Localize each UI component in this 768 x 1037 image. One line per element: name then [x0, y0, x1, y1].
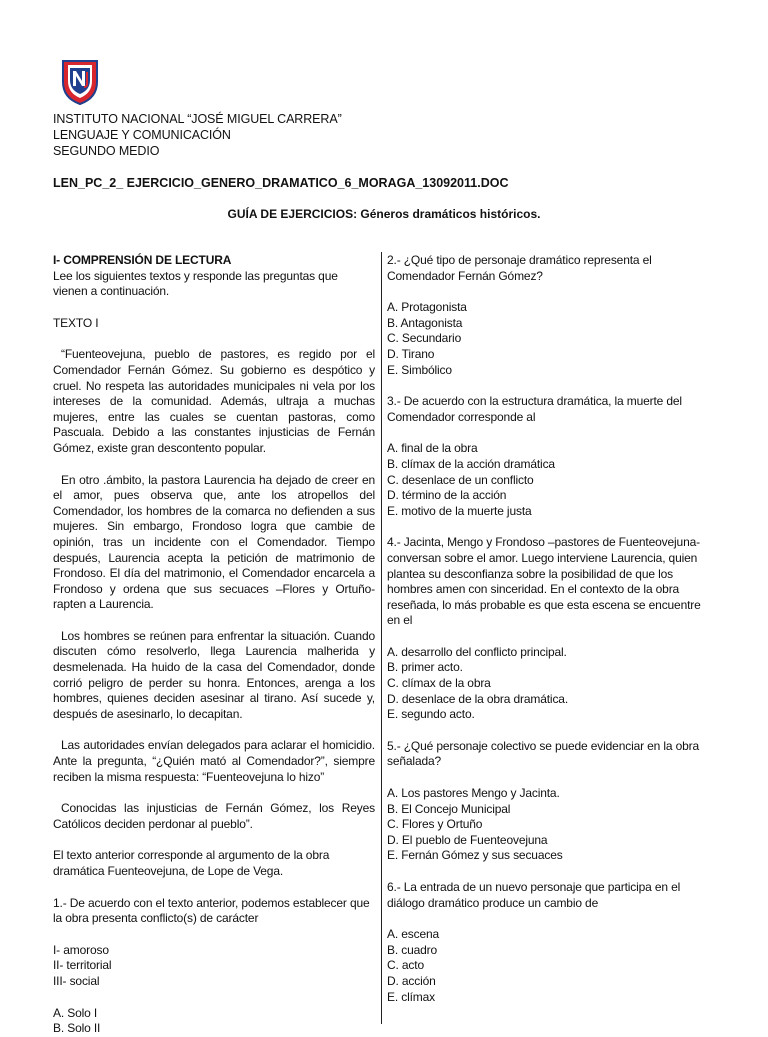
question-3-option: E. motivo de la muerte justa — [387, 503, 532, 518]
question-3: 3.- De acuerdo con la estructura dramática, la muerte del Comendador corresponde al — [387, 394, 682, 424]
instructions: Lee los siguientes textos y responde las preguntas que vienen a continuación. — [53, 268, 338, 299]
question-1-item: I- amoroso — [53, 942, 109, 957]
document-name: LEN_PC_2_ EJERCICIO_GENERO_DRAMATICO_6_MORAGA_13092011.DOC — [53, 176, 509, 190]
section-title: I- COMPRENSIÓN DE LECTURA — [53, 253, 232, 267]
question-5-option: D. El pueblo de Fuenteovejuna — [387, 832, 548, 847]
question-1-option: A. Solo I — [53, 1005, 98, 1020]
question-5-option: C. Flores y Ortuño — [387, 817, 483, 832]
question-1-option: B. Solo II — [53, 1021, 101, 1036]
level-name: SEGUNDO MEDIO — [53, 144, 160, 158]
question-2-option: E. Simbólico — [387, 362, 452, 377]
question-6: 6.- La entrada de un nuevo personaje que participa en el diálogo dramático produce un cambio de — [387, 880, 681, 910]
left-column — [53, 253, 375, 1037]
guide-title: GUÍA DE EJERCICIOS: Géneros dramáticos históricos. — [227, 207, 541, 221]
institute-name: INSTITUTO NACIONAL “JOSÉ MIGUEL CARRERA” — [53, 112, 342, 126]
question-2-option: A. Protagonista — [387, 300, 467, 315]
column-divider — [381, 252, 382, 1024]
header-block — [53, 111, 342, 159]
question-4: 4.- Jacinta, Mengo y Frondoso –pastores de Fuenteovejuna- conversan sobre el amor. Luego interviene Laurencia, quien plantea su desconfianza sobre la posibilidad de que los hombres amen con sinceridad. En el contexto de la obra reseñada, lo más probable es que esta escena se encuentre en el — [387, 535, 701, 628]
question-2-option: D. Tirano — [387, 346, 435, 361]
reading-paragraph: Conocidas las injusticias de Fernán Gómez, los Reyes Católicos deciden perdonar al pueblo”. — [53, 801, 375, 831]
question-4-option: C. clímax de la obra — [387, 676, 491, 691]
reading-paragraph: Los hombres se reúnen para enfrentar la situación. Cuando discuten cómo resolverlo, llega Laurencia malherida y desmelenada. Ha huido de la casa del Comendador, donde corrió peligro de perder su honra. Entonces, arenga a los hombres, quienes deciden asesinar al tirano. Así sucede y, después de asesinarlo, lo decapitan. — [53, 628, 375, 721]
right-column — [387, 253, 715, 1005]
question-2-option: C. Secundario — [387, 331, 462, 346]
question-6-option: C. acto — [387, 958, 424, 973]
question-1: 1.- De acuerdo con el texto anterior, podemos establecer que la obra presenta conflicto(s) de carácter — [53, 895, 370, 926]
question-4-option: B. primer acto. — [387, 660, 463, 675]
question-6-option: D. acción — [387, 973, 436, 988]
question-4-option: D. desenlace de la obra dramática. — [387, 691, 569, 706]
question-6-option: A. escena — [387, 927, 440, 942]
subject-name: LENGUAJE Y COMUNICACIÓN — [53, 128, 231, 142]
question-3-option: D. término de la acción — [387, 488, 507, 503]
institute-crest-logo — [60, 58, 100, 106]
question-5: 5.- ¿Qué personaje colectivo se puede evidenciar en la obra señalada? — [387, 738, 700, 769]
reading-paragraph: “Fuenteovejuna, pueblo de pastores, es regido por el Comendador Fernán Gómez. Su gobierno es despótico y cruel. No respeta las autoridades municipales ni vela por los intereses de la comunidad. Además, ultraja a muchas mujeres, entre las cuales se cuentan pastoras, como Pascuala. Debido a las constantes injusticias de Fernán Gómez, existe gran descontento popular. — [53, 347, 375, 455]
question-3-option: B. clímax de la acción dramática — [387, 456, 555, 471]
question-4-option: A. desarrollo del conflicto principal. — [387, 644, 567, 659]
question-5-option: A. Los pastores Mengo y Jacinta. — [387, 786, 560, 801]
question-2: 2.- ¿Qué tipo de personaje dramático representa el Comendador Fernán Gómez? — [387, 253, 652, 283]
text-title: TEXTO I — [53, 315, 99, 330]
text-note: El texto anterior corresponde al argumento de la obra dramática Fuenteovejuna, de Lope de Vega. — [53, 848, 330, 878]
question-6-option: B. cuadro — [387, 942, 438, 957]
question-1-item: III- social — [53, 973, 100, 988]
question-1-item: II- territorial — [53, 958, 112, 973]
question-3-option: A. final de la obra — [387, 441, 478, 456]
reading-paragraph: Las autoridades envían delegados para aclarar el homicidio. Ante la pregunta, “¿Quién mató al Comendador?”, siempre reciben la misma respuesta: “Fuenteovejuna lo hizo” — [53, 738, 375, 784]
question-2-option: B. Antagonista — [387, 315, 463, 330]
question-5-option: B. El Concejo Municipal — [387, 801, 511, 816]
question-6-option: E. clímax — [387, 989, 435, 1004]
question-4-option: E. segundo acto. — [387, 707, 475, 722]
question-3-option: C. desenlace de un conflicto — [387, 472, 534, 487]
question-5-option: E. Fernán Gómez y sus secuaces — [387, 848, 563, 863]
reading-paragraph: En otro .ámbito, la pastora Laurencia ha dejado de creer en el amor, pues observa que, ante los atropellos del Comendador, los hombres de la comarca no defienden a sus mujeres. Sin embargo, Frondoso logra que cambie de opinión, tras un incidente con el Comendador. Tiempo después, Laurencia acepta la petición de matrimonio de Frondoso. El día del matrimonio, el Comendador encarcela a Frondoso y ordena que sus secuaces –Flores y Ortuño- rapten a Laurencia. — [53, 472, 375, 612]
